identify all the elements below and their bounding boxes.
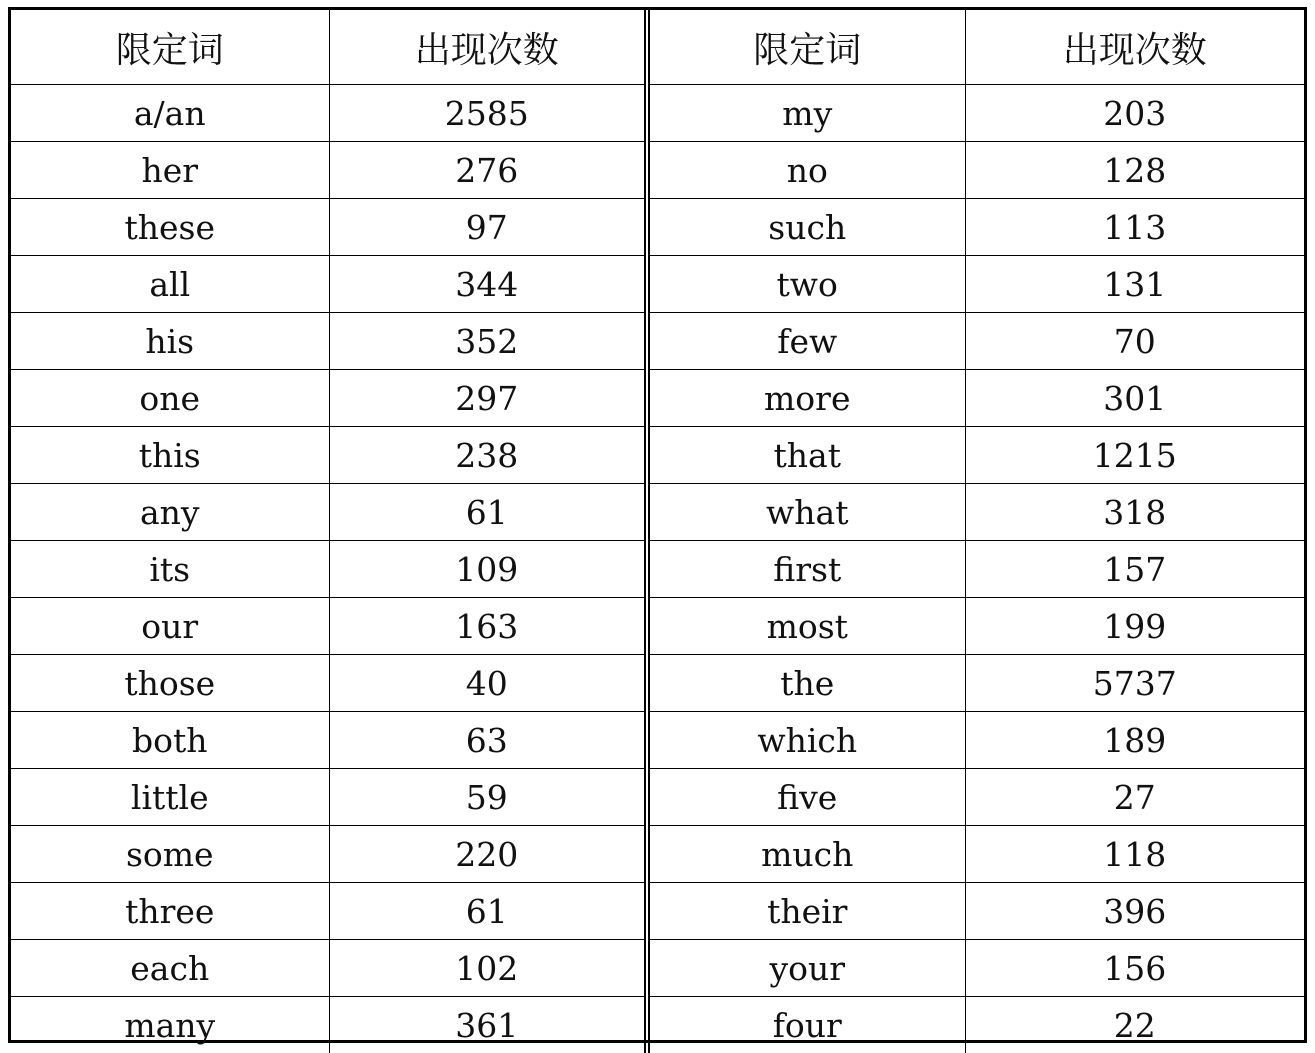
left-determiner-cell: those [11, 655, 329, 712]
right-count-cell: 157 [965, 541, 1304, 598]
right-count-cell: 27 [965, 769, 1304, 826]
right-count-cell: 5737 [965, 655, 1304, 712]
left-count-cell: 238 [329, 427, 647, 484]
right-count-cell: 318 [965, 484, 1304, 541]
right-count-cell: 70 [965, 313, 1304, 370]
left-count-cell: 109 [329, 541, 647, 598]
left-determiner-cell: each [11, 940, 329, 997]
left-determiner-cell: a/an [11, 85, 329, 142]
left-count-cell: 352 [329, 313, 647, 370]
right-determiner-cell: which [647, 712, 965, 769]
left-count-cell: 344 [329, 256, 647, 313]
table-row [11, 541, 1304, 598]
table-row [11, 883, 1304, 940]
right-count-cell: 396 [965, 883, 1304, 940]
header-left-determiner: 限定词 [11, 10, 329, 85]
right-determiner-cell: much [647, 826, 965, 883]
right-determiner-cell: the [647, 655, 965, 712]
right-count-cell: 203 [965, 85, 1304, 142]
header-left-count: 出现次数 [329, 10, 647, 85]
left-count-cell: 40 [329, 655, 647, 712]
right-determiner-cell: few [647, 313, 965, 370]
table-row [11, 370, 1304, 427]
left-count-cell: 59 [329, 769, 647, 826]
left-determiner-cell: both [11, 712, 329, 769]
table-row [11, 598, 1304, 655]
header-right-count: 出现次数 [965, 10, 1304, 85]
header-right-determiner: 限定词 [647, 10, 965, 85]
table-row [11, 826, 1304, 883]
left-count-cell: 2585 [329, 85, 647, 142]
right-count-cell: 128 [965, 142, 1304, 199]
right-determiner-cell: their [647, 883, 965, 940]
right-determiner-cell: what [647, 484, 965, 541]
left-determiner-cell: its [11, 541, 329, 598]
right-count-cell: 1215 [965, 427, 1304, 484]
right-count-cell: 22 [965, 997, 1304, 1053]
left-determiner-cell: his [11, 313, 329, 370]
table-row [11, 655, 1304, 712]
right-determiner-cell: my [647, 85, 965, 142]
table-row [11, 712, 1304, 769]
left-count-cell: 163 [329, 598, 647, 655]
right-determiner-cell: first [647, 541, 965, 598]
left-determiner-cell: three [11, 883, 329, 940]
left-determiner-cell: our [11, 598, 329, 655]
right-determiner-cell: most [647, 598, 965, 655]
left-determiner-cell: some [11, 826, 329, 883]
left-count-cell: 361 [329, 997, 647, 1053]
right-determiner-cell: that [647, 427, 965, 484]
table-row [11, 427, 1304, 484]
right-determiner-cell: five [647, 769, 965, 826]
table-row [11, 256, 1304, 313]
right-determiner-cell: no [647, 142, 965, 199]
left-determiner-cell: little [11, 769, 329, 826]
table-row [11, 997, 1304, 1053]
left-determiner-cell: one [11, 370, 329, 427]
right-count-cell: 118 [965, 826, 1304, 883]
right-count-cell: 199 [965, 598, 1304, 655]
left-count-cell: 102 [329, 940, 647, 997]
right-determiner-cell: your [647, 940, 965, 997]
table-row [11, 142, 1304, 199]
left-determiner-cell: any [11, 484, 329, 541]
table-row [11, 940, 1304, 997]
table-row [11, 484, 1304, 541]
right-determiner-cell: two [647, 256, 965, 313]
left-count-cell: 61 [329, 484, 647, 541]
table-header-row [11, 10, 1304, 85]
left-determiner-cell: all [11, 256, 329, 313]
right-determiner-cell: four [647, 997, 965, 1053]
determiner-frequency-table [11, 10, 1304, 1053]
table-row [11, 313, 1304, 370]
left-determiner-cell: this [11, 427, 329, 484]
left-count-cell: 276 [329, 142, 647, 199]
right-count-cell: 189 [965, 712, 1304, 769]
left-determiner-cell: these [11, 199, 329, 256]
table-row [11, 769, 1304, 826]
right-count-cell: 301 [965, 370, 1304, 427]
left-determiner-cell: many [11, 997, 329, 1053]
right-count-cell: 113 [965, 199, 1304, 256]
table-row [11, 199, 1304, 256]
right-count-cell: 131 [965, 256, 1304, 313]
left-determiner-cell: her [11, 142, 329, 199]
left-count-cell: 297 [329, 370, 647, 427]
left-count-cell: 97 [329, 199, 647, 256]
table-body [11, 85, 1304, 1053]
right-count-cell: 156 [965, 940, 1304, 997]
determiner-frequency-table-frame [8, 7, 1307, 1043]
left-count-cell: 61 [329, 883, 647, 940]
left-count-cell: 63 [329, 712, 647, 769]
left-count-cell: 220 [329, 826, 647, 883]
table-row [11, 85, 1304, 142]
right-determiner-cell: such [647, 199, 965, 256]
right-determiner-cell: more [647, 370, 965, 427]
